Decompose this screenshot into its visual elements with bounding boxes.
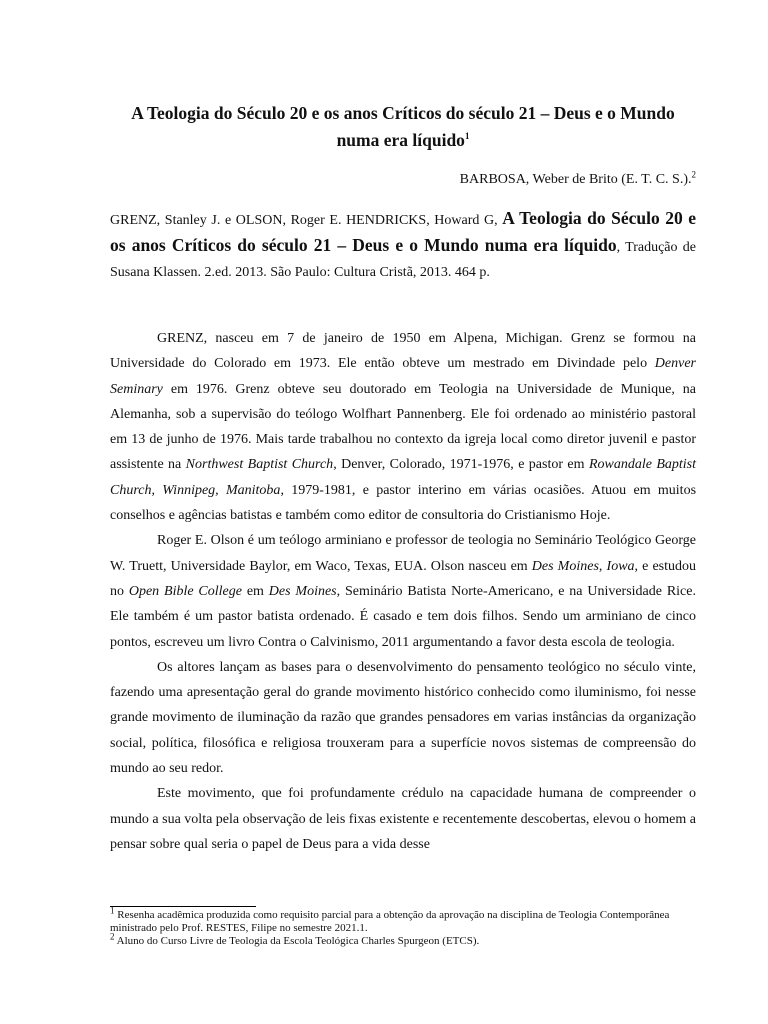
reference-book-title: A Teologia do Século 20 e os anos Críticos do século 21 – Deus e o Mundo numa era líquido <box>110 208 697 255</box>
author-line <box>459 169 696 188</box>
paragraph-foundations: Os altores lançam as bases para o desenvolvimento do pensamento teológico no século vinte, fazendo uma apresentação geral do grande movimento histórico conhecido como iluminismo, foi nesse grande movimento de iluminação da razão que grandes pensadores em varias instâncias da organização social, política, filosófica e religiosa trouxeram para a superfície novos sistemas de compreensão do mundo ao seu redor. <box>110 659 696 777</box>
author-footnote-mark: 2 <box>691 169 696 180</box>
footnote-2 <box>110 931 696 948</box>
text-run: , e estudou no <box>110 558 697 599</box>
document-title <box>110 100 696 154</box>
author-name: BARBOSA, Weber de Brito (E. T. C. S.). <box>459 172 692 187</box>
text-run: , Seminário Batista Norte-Americano, e na Universidade Rice. Ele também é um pastor batista ordenado. É casado e tem dois filhos. Sendo um arminiano de cinco pontos, escreveu um livro Contra o Calvinismo, 2011 argumentando a favor desta escola de teologia. <box>110 583 696 650</box>
bibliographic-reference <box>110 206 696 285</box>
footnote-mark: 2 <box>110 931 115 942</box>
footnote-text: Resenha acadêmica produzida como requisito parcial para a obtenção da aprovação na disciplina de Teologia Contemporânea ministrado pelo Prof. RESTES, Filipe no semestre 2021.1. <box>110 909 670 934</box>
reference-publication: , Tradução de Susana Klassen. 2.ed. 2013. São Paulo: Cultura Cristã, 2013. 464 p. <box>110 240 696 280</box>
footnote-1 <box>110 905 696 935</box>
document-body <box>110 326 696 857</box>
paragraph-movement: Este movimento, que foi profundamente crédulo na capacidade humana de compreender o mundo a sua volta pela observação de leis fixas existente e recentemente descobertas, elevou o homem a pensar sobre qual seria o papel de Deus para a vida desse <box>110 786 696 852</box>
text-run: , <box>598 558 607 574</box>
text-run: , Denver, Colorado, 1971-1976, e pastor em <box>333 457 589 473</box>
italic-run: Northwest Baptist Church <box>185 457 334 473</box>
text-run: em 1976. Grenz obteve seu doutorado em Teologia na Universidade de Munique, na Alemanha, sob a supervisão do teólogo Wolfhart Pannenberg. Ele foi ordenado ao ministério pastoral em 13 de junho de 1976. Mais tarde trabalhou no contexto da igreja local como diretor juvenil e pastor assistente na <box>110 381 696 473</box>
italic-run: Des Moines <box>531 558 599 574</box>
italic-run: Rowandale Baptist Church <box>110 457 696 498</box>
italic-run: Open Bible College <box>128 583 242 599</box>
paragraph-grenz <box>110 326 696 528</box>
footnote-separator <box>110 906 256 907</box>
paragraph-olson <box>110 528 696 654</box>
reference-authors: GRENZ, Stanley J. e OLSON, Roger E. HENDRICKS, Howard G, <box>110 213 503 228</box>
italic-run: Winnipeg, Manitoba <box>162 482 281 498</box>
footnote-text: Aluno do Curso Livre de Teologia da Escola Teológica Charles Spurgeon (ETCS). <box>114 935 480 947</box>
italic-run: Iowa <box>606 558 635 574</box>
title-line-1: A Teologia do Século 20 e os anos Críticos do século 21 – Deus e o Mundo <box>131 103 675 123</box>
title-footnote-mark: 1 <box>464 131 470 142</box>
footnotes <box>110 905 696 948</box>
title-line-2: numa era líquido <box>336 130 465 150</box>
text-run: GRENZ, nasceu em 7 de janeiro de 1950 em Alpena, Michigan. Grenz se formou na Universidade do Colorado em 1973. Ele então obteve um mestrado em Divindade pelo <box>110 331 696 372</box>
italic-run: Denver Seminary <box>110 356 696 397</box>
text-run: , 1979-1981, e pastor interino em várias ocasiões. Atuou em muitos conselhos e agências batistas e também como editor de consultoria do Cristianismo Hoje. <box>110 482 697 524</box>
text-run: Roger E. Olson é um teólogo arminiano e professor de teologia no Seminário Teológico George W. Truett, Universidade Baylor, em Waco, Texas, EUA. Olson nasceu em <box>110 533 696 574</box>
text-run: , <box>151 482 163 498</box>
footnote-mark: 1 <box>110 905 115 916</box>
text-run: em <box>241 583 269 599</box>
italic-run: Des Moines <box>268 583 337 599</box>
